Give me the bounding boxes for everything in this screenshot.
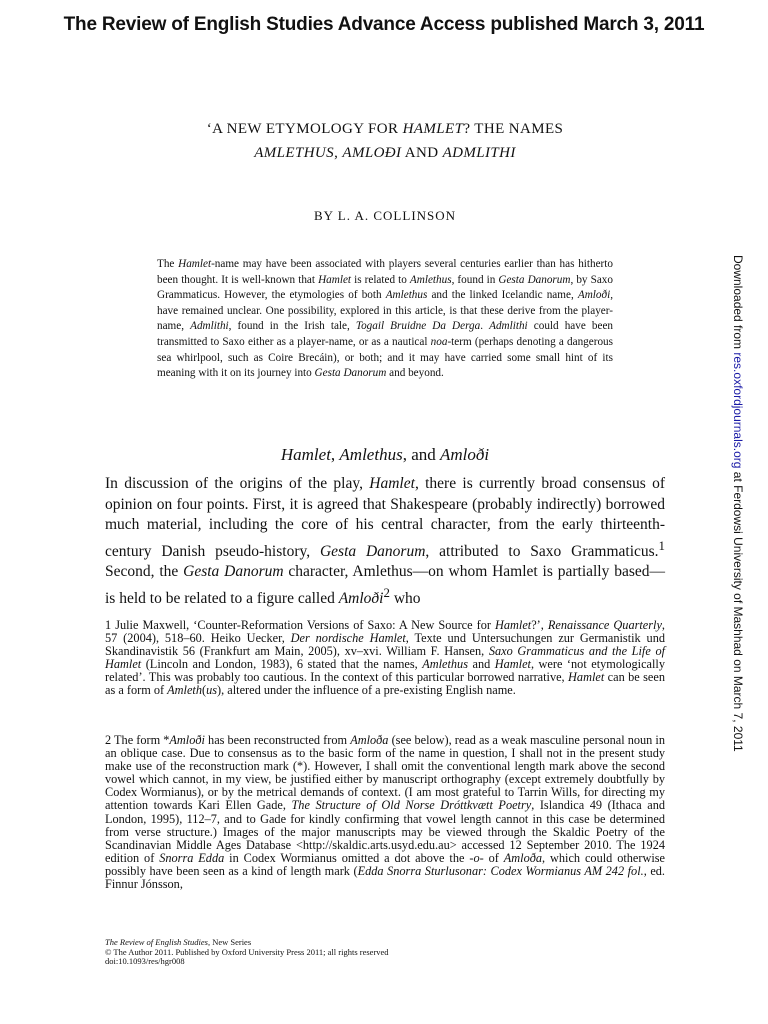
body-paragraph: In discussion of the origins of the play, Hamlet, there is currently broad consensus of opinion on four points. First, it is agreed that Shakespeare (probably indirectly) borrowed much material, including the core of his central character, from the early thirteenth-century Danish pseudo-history, Gesta Danorum, attributed to Saxo Grammaticus.$^1$ Second, the Gesta Danorum character, Amlethus—on whom Hamlet is partially based—is held to be related to a figure called Amloði$^2$ who (105, 475, 665, 607)
title-hamlet: HAMLET (402, 121, 464, 137)
title-text: ‘A NEW ETYMOLOGY FOR (206, 121, 403, 137)
title-amlethus: AMLETHUS (254, 145, 335, 161)
title-text: ? THE NAMES (463, 121, 564, 137)
journal-site-link[interactable]: res.oxfordjournals.org (731, 352, 745, 469)
footer-doi: doi:10.1093/res/hgr008 (105, 956, 185, 966)
article-title-line-1 (105, 121, 665, 138)
journal-name: The Review of English Studies (105, 937, 208, 947)
journal-series: , New Series (207, 937, 252, 947)
title-sep: , (334, 145, 343, 161)
footer-copyright: © The Author 2011. Published by Oxford University Press 2011; all rights reserved (105, 946, 389, 957)
abstract-text: The Hamlet-name may have been associated with players several centuries earlier than has hitherto been thought. It is well-known that Hamlet is related to Amlethus, found in Gesta Danorum, by Saxo Grammaticus. However, the etymologies of both Amlethus and the linked Icelandic name, Amloði, have remained unclear. One possibility, explored in this article, is that these derive from the player-name, Admlithi, found in the Irish tale, Togail Bruidne Da Derga. Admlithi could have been transmitted to Saxo either as a player-name, or as a nautical noa-term (perhaps denoting a dangerous sea whirlpool, such as Coire Brecáin), or both; and it may have carried some small hint of its meaning with it on its journey into Gesta Danorum and beyond. (157, 258, 614, 380)
body-text (105, 474, 665, 609)
footnote-1 (105, 619, 665, 698)
abstract (157, 257, 613, 382)
download-notice-text (731, 255, 745, 752)
page-footer (105, 938, 665, 967)
article-title-line-2 (105, 145, 665, 162)
title-admlithi: ADMLITHI (442, 145, 516, 161)
section-heading: Hamlet, Amlethus, and Amloði (280, 445, 490, 464)
footnote-2 (105, 734, 665, 891)
footnote-text: 2 The form *Amloði has been reconstructed from Amloða (see below), read as a weak masculine personal noun in an oblique case. Due to consensus as to the basic form of the name in question, I shall not in the present study make use of the reconstruction mark (*). However, I shall omit the conventional length mark above the second vowel which cannot, in my view, be justified either by manuscript orthography (except extremely doubtfully by Codex Wormianus), or by the metrical demands of context. (I am most grateful to Tarrin Wills, for directing my attention towards Kari Ellen Gade, The Structure of Old Norse Dróttkvætt Poetry, Islandica 49 (Ithaca and London, 1995), 112–7, and to Gade for kindly confirming that vowel length cannot in this case be determined from verse structure.) Images of the major manuscripts may be viewed through the Skaldic Poetry of the Scandinavian Middle Ages Database <http://skaldic.arts.usyd.edu.au> accessed 12 September 2010. The 1924 edition of Snorra Edda in Codex Wormianus omitted a dot above the -o- of Amloða, which could otherwise possibly have been seen as a kind of length mark (Edda Snorra Sturlusonar: Codex Wormianus AM 242 fol., ed. Finnur Jónsson, (105, 733, 666, 892)
download-notice (727, 255, 745, 775)
footnote-text: 1 Julie Maxwell, ‘Counter-Reformation Versions of Saxo: A New Source for Hamlet?’, Renaissance Quarterly, 57 (2004), 518–60. Heiko Uecker, Der nordische Hamlet, Texte und Untersuchungen zur Germanistik und Skandinavistik 56 (Frankfurt am Main, 2005), xv–xvi. William F. Hansen, Saxo Grammaticus and the Life of Hamlet (Lincoln and London, 1983), 6 stated that the names, Amlethus and Hamlet, were ‘not etymologically related’. This was probably too cautious. In the context of this particular borrowed narrative, Hamlet can be seen as a form of Amleth(us), altered under the influence of a pre-existing English name. (105, 618, 666, 698)
title-and: AND (401, 145, 443, 161)
author-byline: BY L. A. COLLINSON (313, 208, 457, 223)
download-suffix: at Ferdowsi University of Mashhad on March 7, 2011 (731, 468, 745, 752)
download-prefix: Downloaded from (731, 255, 745, 353)
advance-access-banner: The Review of English Studies Advance Access published March 3, 2011 (63, 14, 705, 35)
title-amlodi: AMLOÐI (342, 145, 402, 161)
